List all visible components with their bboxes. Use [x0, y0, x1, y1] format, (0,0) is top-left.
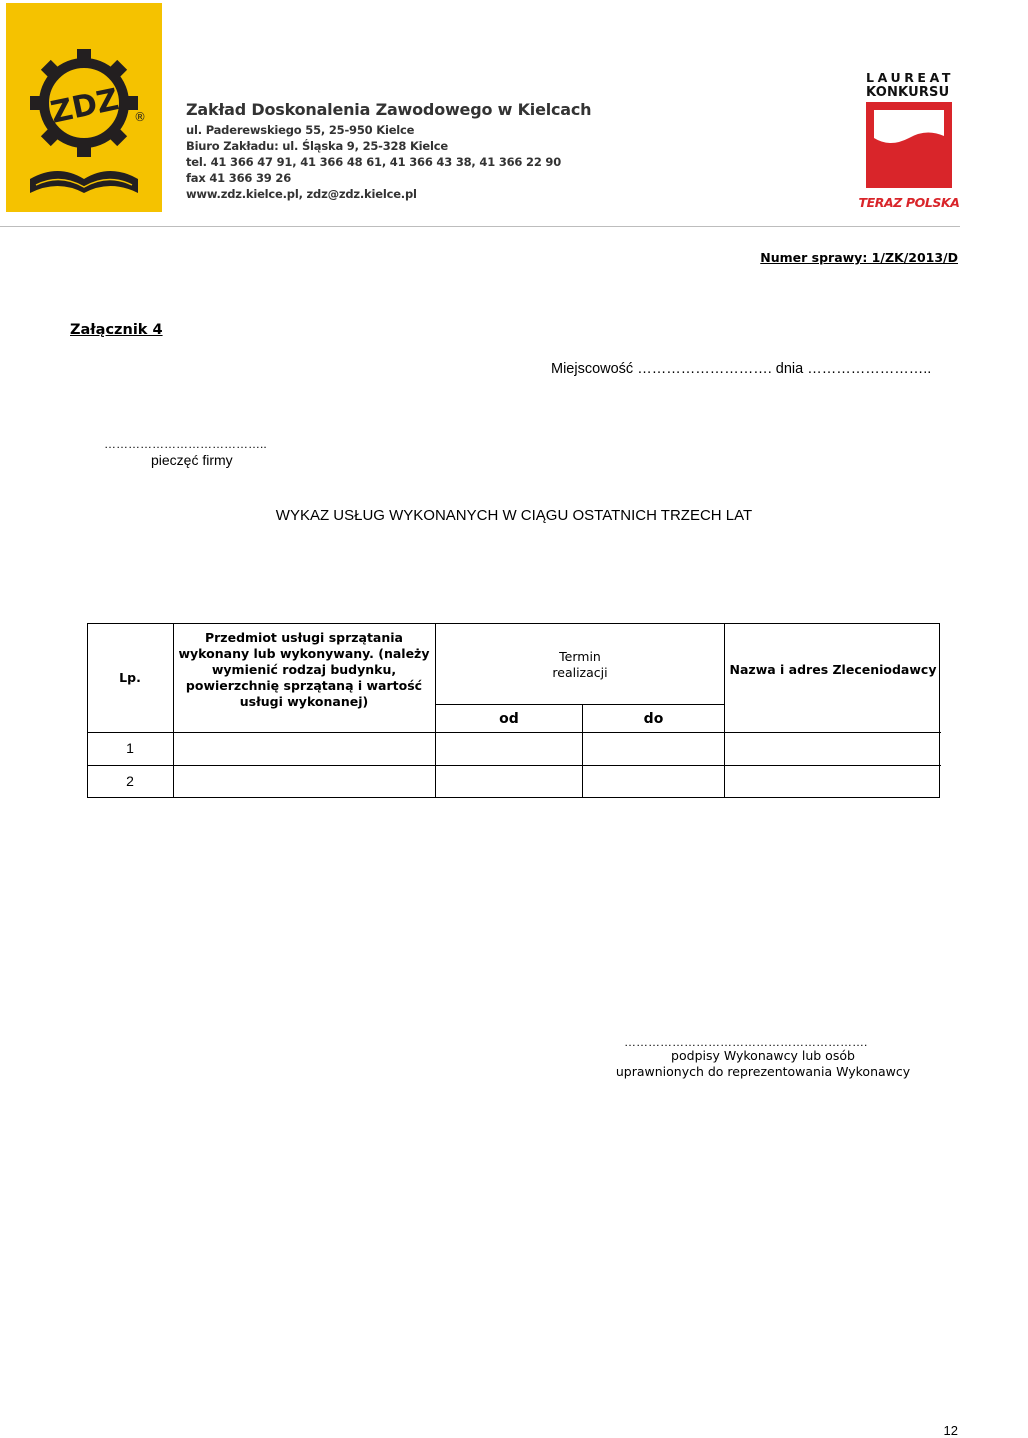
- header-term: [436, 649, 724, 681]
- case-number: Numer sprawy: 1/ZK/2013/D: [760, 250, 958, 265]
- stamp-dotted-line: …………………………………..: [104, 437, 267, 451]
- document-title: WYKAZ USŁUG WYKONANYCH W CIĄGU OSTATNICH TRZECH LAT: [275, 507, 753, 524]
- header-divider: [0, 226, 960, 227]
- header-to: do: [643, 711, 664, 727]
- page-number: 12: [943, 1423, 958, 1438]
- organization-name: Zakład Doskonalenia Zawodowego w Kielcach: [186, 100, 592, 119]
- header-term-line1: Termin: [559, 649, 601, 664]
- stamp-label: pieczęć firmy: [151, 452, 233, 468]
- organization-info: [186, 100, 591, 202]
- row-number-2: 2: [126, 773, 134, 789]
- signature-dotted-line: …………………………………………………….: [624, 1035, 868, 1049]
- teraz-polska-emblem-icon: [858, 102, 960, 210]
- row-number-1: 1: [126, 740, 134, 756]
- header-from: od: [499, 711, 519, 727]
- logo-text: ZDZ: [47, 82, 122, 131]
- office-address-line: Biuro Zakładu: ul. Śląska 9, 25-328 Kielce: [186, 139, 448, 153]
- header-lp: Lp.: [119, 670, 141, 685]
- signature-caption: [600, 1048, 926, 1080]
- address-line: ul. Paderewskiego 55, 25-950 Kielce: [186, 123, 415, 137]
- registered-mark: ®: [134, 110, 146, 124]
- phone-line: tel. 41 366 47 91, 41 366 48 61, 41 366 43 38, 41 366 22 90: [186, 155, 562, 169]
- signature-line-2: uprawnionych do reprezentowania Wykonawcy: [615, 1064, 911, 1079]
- fax-line: fax 41 366 39 26: [186, 171, 292, 185]
- award-title: [866, 70, 956, 100]
- header-service-subject: Przedmiot usługi sprzątania wykonany lub wykonywany. (należy wymienić rodzaj budynku, powierzchnię sprzątaną i wartość usługi wykonanej): [178, 630, 430, 709]
- zdz-logo: [6, 3, 162, 212]
- gear-book-logo-icon: [6, 3, 162, 212]
- header-client: Nazwa i adres Zleceniodawcy: [729, 662, 937, 677]
- header-term-line2: realizacji: [552, 665, 608, 680]
- teraz-polska-text: TERAZ POLSKA: [858, 195, 960, 210]
- web-email-line: www.zdz.kielce.pl, zdz@zdz.kielce.pl: [186, 187, 417, 201]
- teraz-polska-badge: [858, 102, 960, 210]
- annex-label: Załącznik 4: [70, 322, 163, 338]
- place-date-line: Miejscowość ………………………. dnia ……………………..: [551, 361, 932, 377]
- award-line-2: KONKURSU: [866, 85, 950, 100]
- award-line-1: LAUREAT: [866, 70, 954, 85]
- signature-line-1: podpisy Wykonawcy lub osób: [671, 1048, 855, 1063]
